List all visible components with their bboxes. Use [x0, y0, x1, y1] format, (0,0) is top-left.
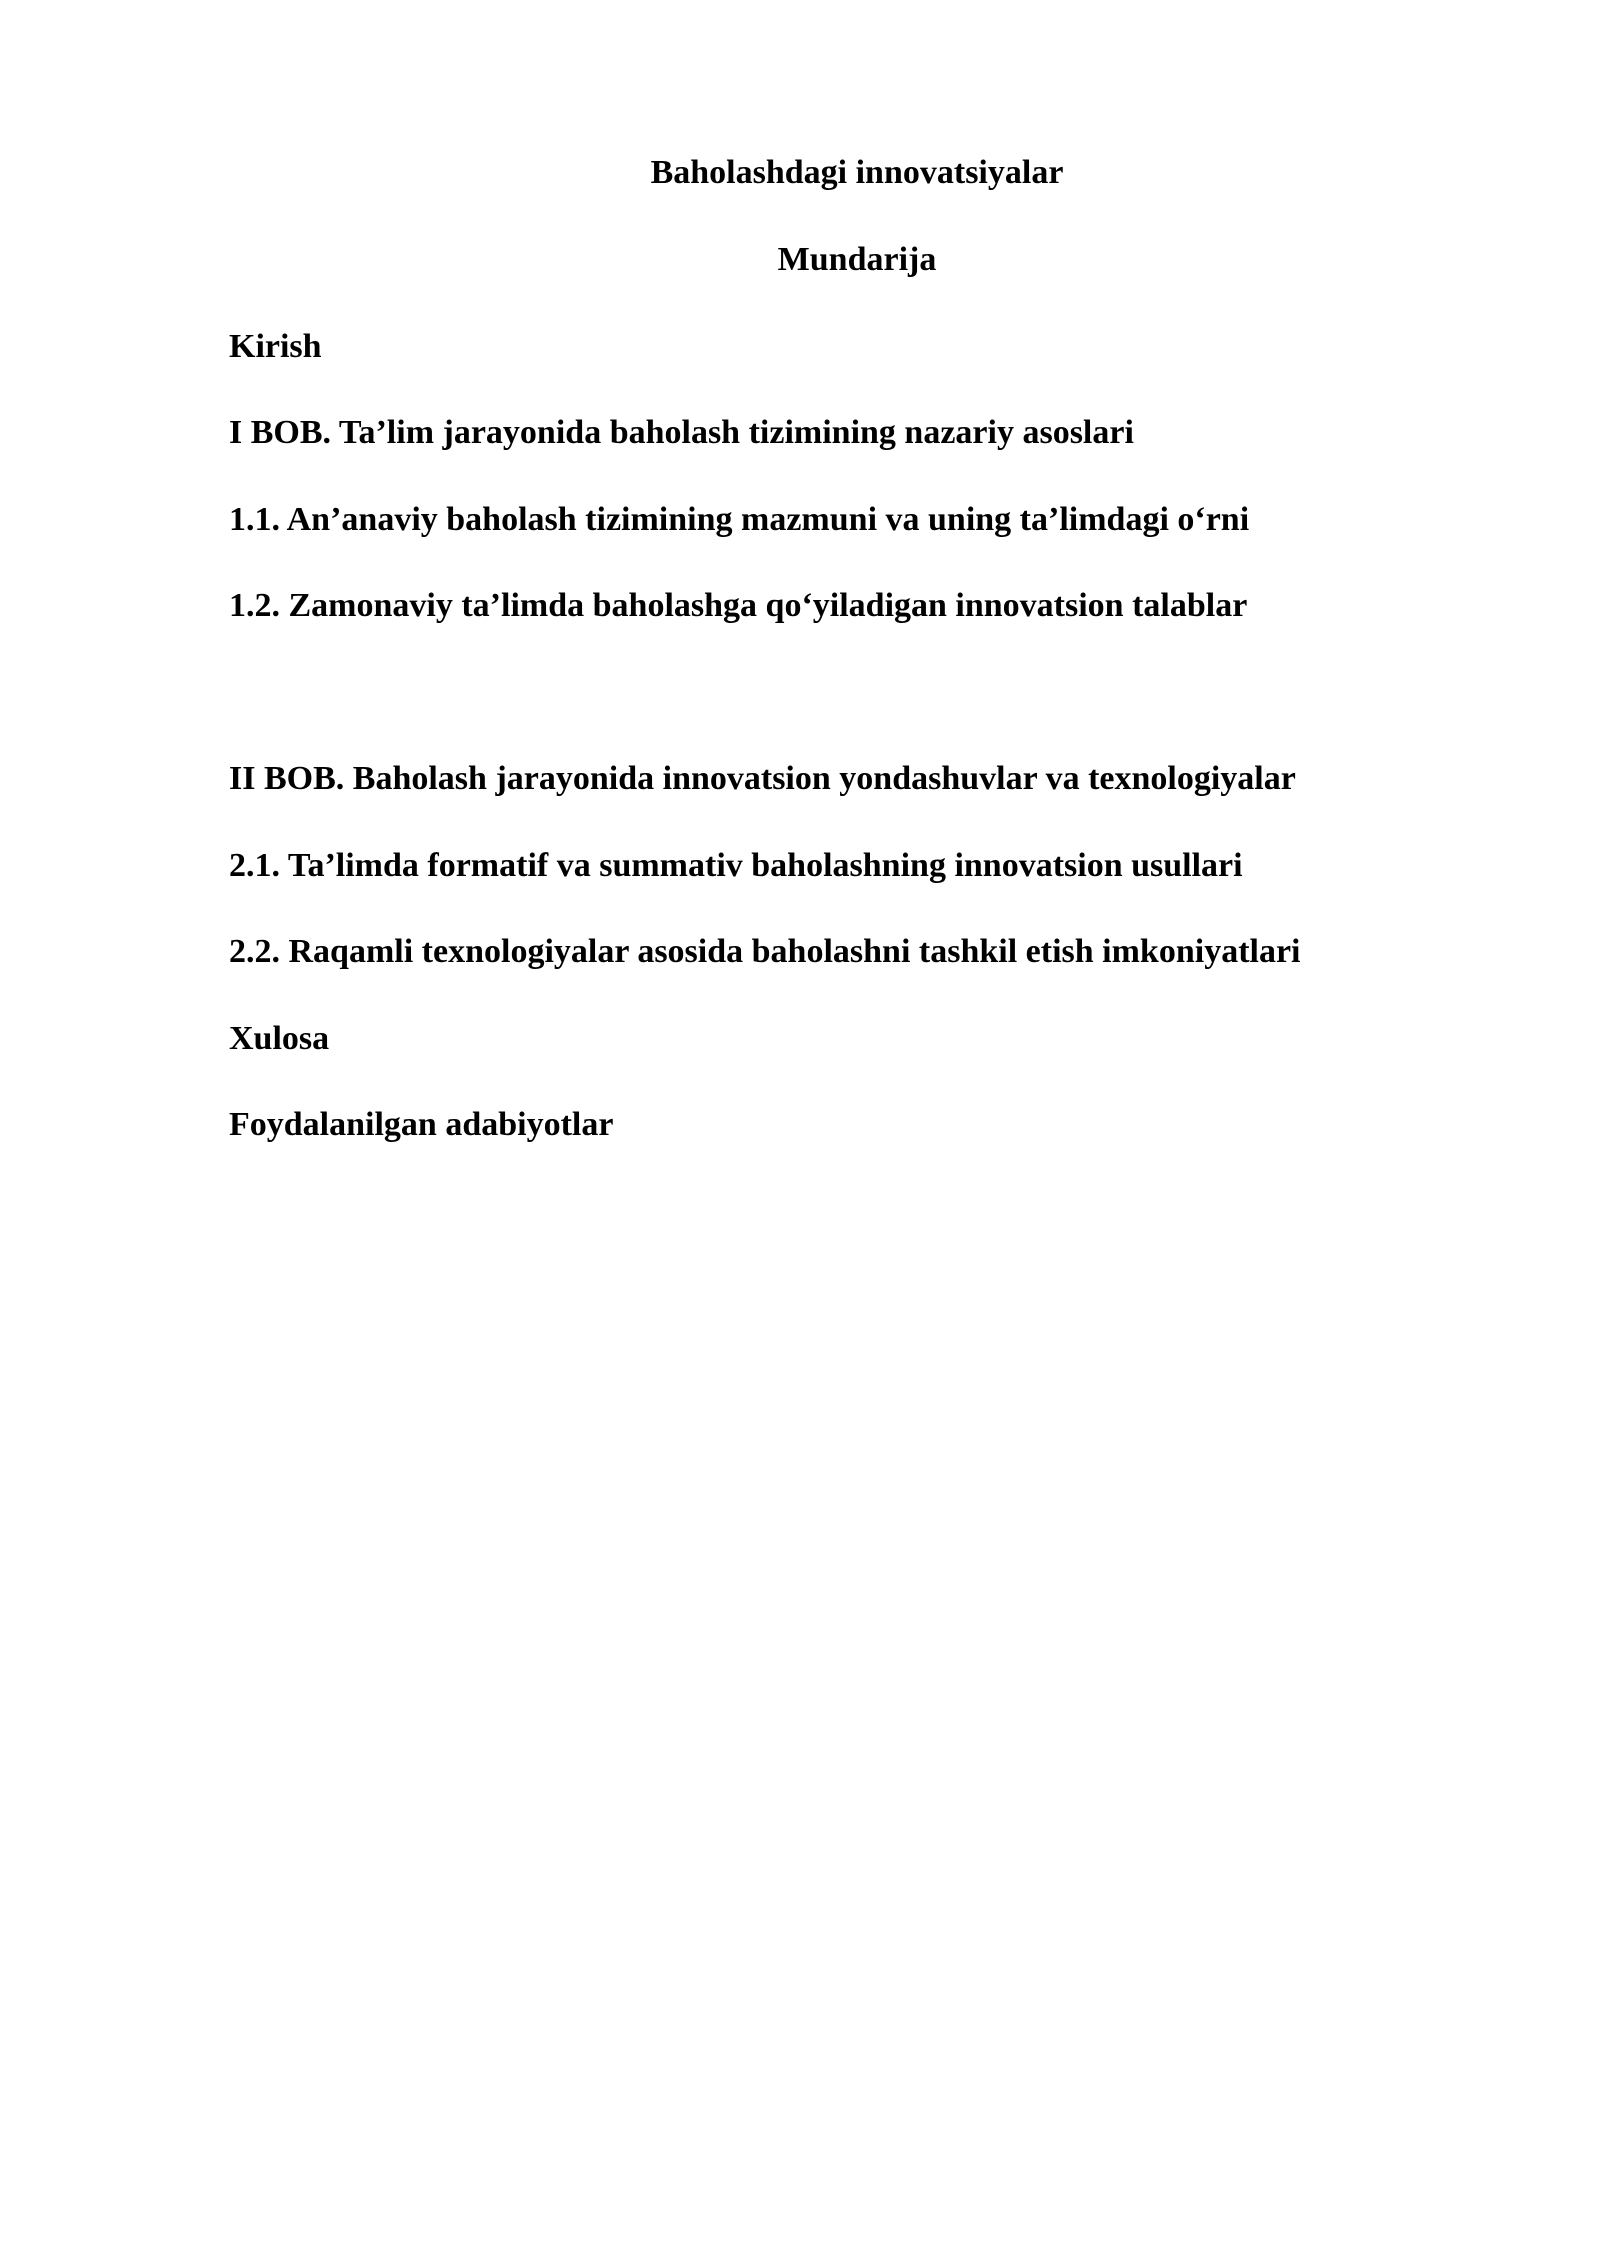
toc-heading: Mundarija — [777, 241, 937, 278]
toc-item-section-2-1: 2.1. Ta’limda formatif va summativ baholashning innovatsion usullari — [229, 847, 1243, 884]
toc-item-section-1-2: 1.2. Zamonaviy ta’limda baholashga qo‘yiladigan innovatsion talablar — [229, 587, 1248, 624]
toc-item-references: Foydalanilgan adabiyotlar — [229, 1106, 614, 1143]
toc-item-section-1-1: 1.1. An’anaviy baholash tizimining mazmuni va uning ta’limdagi o‘rni — [229, 501, 1250, 538]
toc-item-conclusion: Xulosa — [229, 1020, 330, 1057]
toc-item-introduction: Kirish — [229, 328, 322, 365]
document-title: Baholashdagi innovatsiyalar — [650, 154, 1064, 191]
toc-item-chapter-1: I BOB. Ta’lim jarayonida baholash tizimining nazariy asoslari — [229, 414, 1134, 451]
toc-item-section-2-2: 2.2. Raqamli texnologiyalar asosida baholashni tashkil etish imkoniyatlari — [229, 933, 1301, 970]
toc-item-chapter-2: II BOB. Baholash jarayonida innovatsion yondashuvlar va texnologiyalar — [229, 760, 1296, 797]
